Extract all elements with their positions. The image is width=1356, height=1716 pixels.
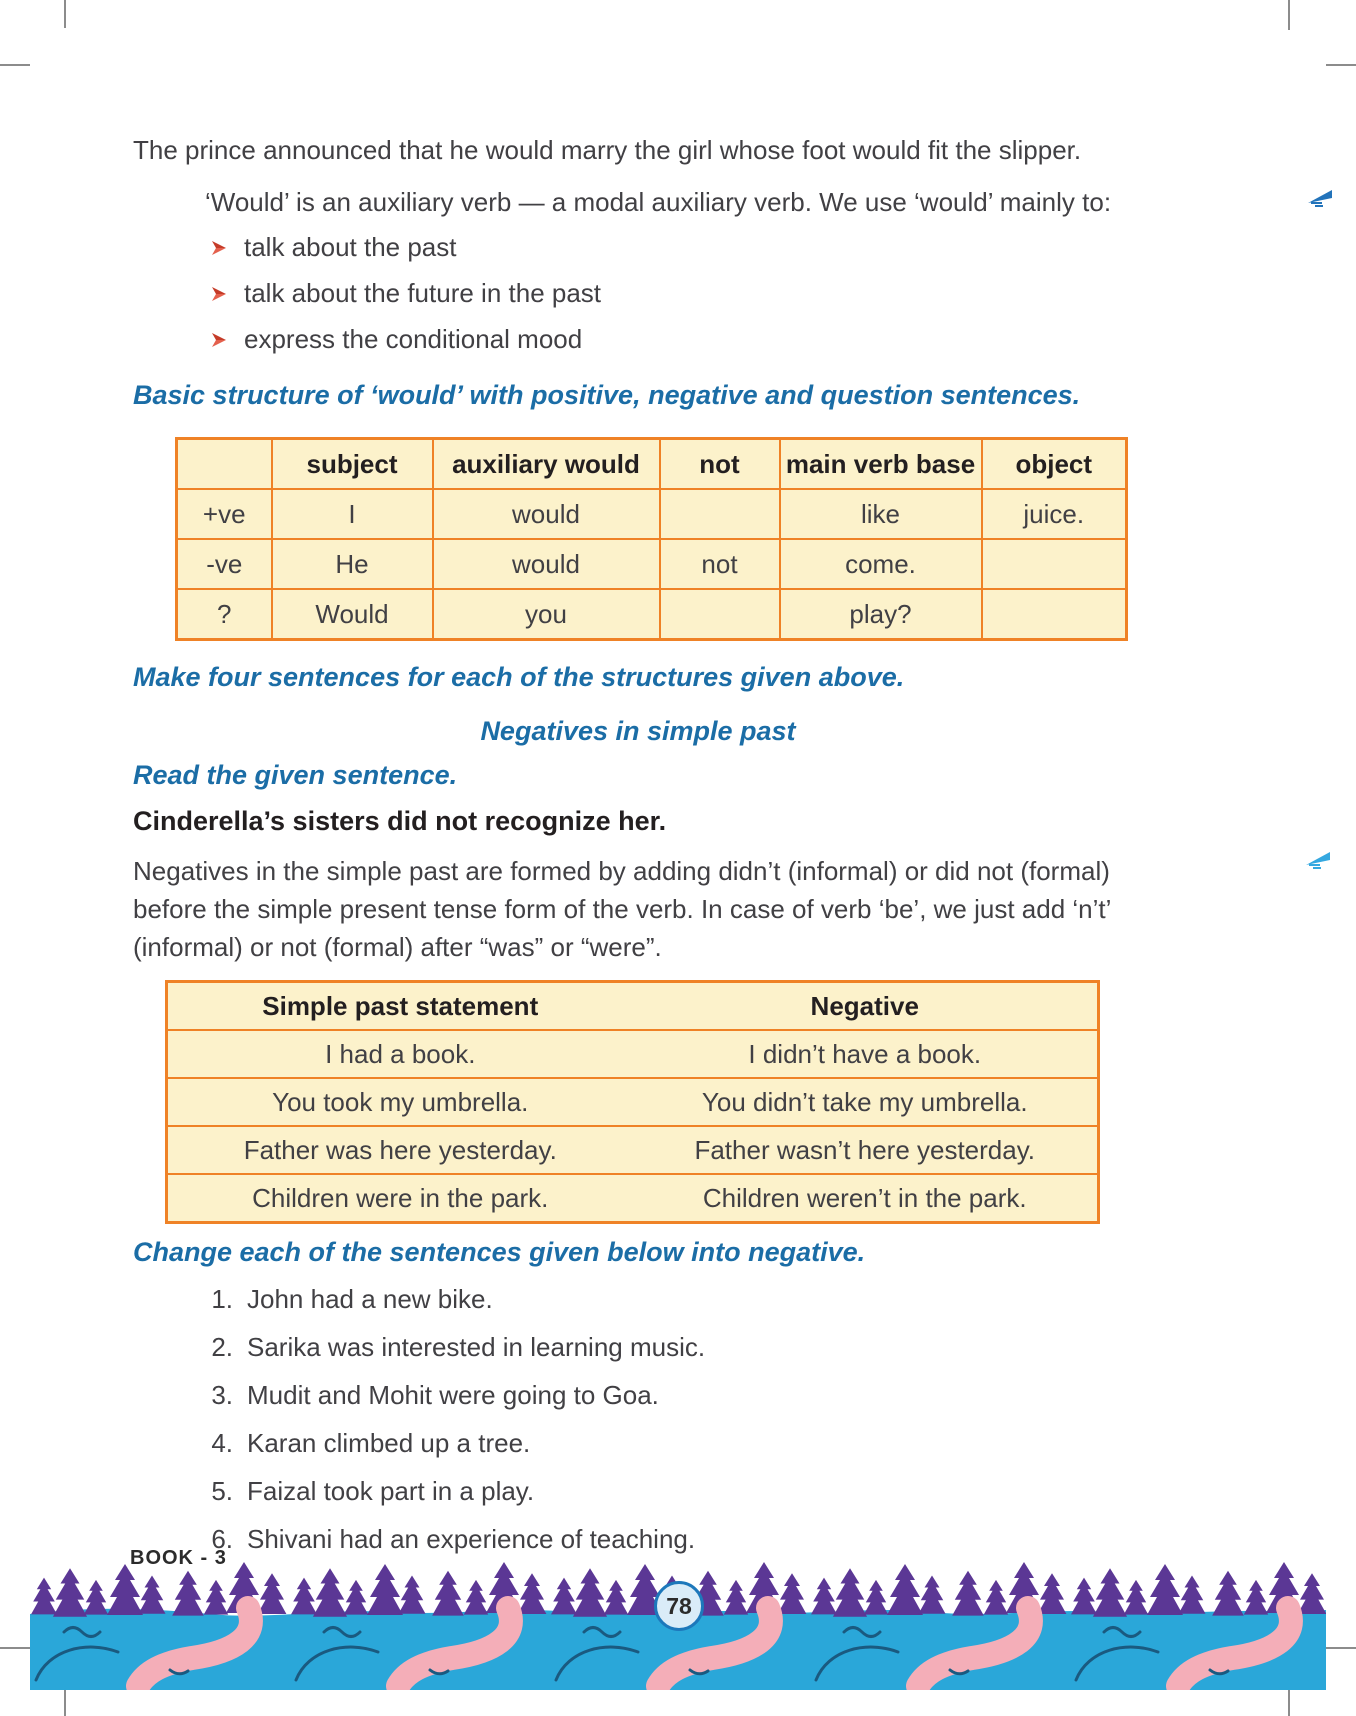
- table-header-cell: Simple past statement: [167, 982, 633, 1031]
- heading-read-sentence: Read the given sentence.: [133, 760, 458, 790]
- crop-mark: [1288, 1686, 1290, 1716]
- negatives-table: [165, 980, 1100, 1224]
- table-cell: Would: [272, 589, 433, 640]
- table-cell: You didn’t take my umbrella.: [633, 1078, 1099, 1126]
- bullet-text: express the conditional mood: [244, 324, 583, 354]
- table-header-cell: subject: [272, 439, 433, 490]
- crop-mark: [0, 64, 30, 66]
- table-row: [167, 1174, 1099, 1223]
- bullet-text: talk about the past: [244, 232, 457, 262]
- table-cell: Father was here yesterday.: [167, 1126, 633, 1174]
- list-item-number: 1.: [211, 1284, 233, 1314]
- table-cell: [660, 489, 780, 539]
- crop-mark: [1326, 1647, 1356, 1649]
- would-definition: ‘Would’ is an auxiliary verb — a modal auxiliary verb. We use ‘would’ mainly to:: [205, 187, 1112, 217]
- book-label: BOOK - 3: [130, 1547, 227, 1569]
- table-row: [167, 1126, 1099, 1174]
- crop-mark: [64, 1686, 66, 1716]
- table-cell: you: [433, 589, 660, 640]
- table-cell: I had a book.: [167, 1030, 633, 1078]
- heading-change-each: Change each of the sentences given below into negative.: [133, 1237, 866, 1267]
- list-item: [133, 1284, 493, 1315]
- table-header-cell: main verb base: [780, 439, 982, 490]
- list-item: [133, 1476, 534, 1507]
- table-cell: would: [433, 489, 660, 539]
- bullet-arrow-icon: [210, 331, 228, 349]
- table-header-cell: not: [660, 439, 780, 490]
- list-item: [133, 1380, 659, 1411]
- intro-sentence: The prince announced that he would marry the girl whose foot would fit the slipper.: [133, 135, 1082, 165]
- list-item: [133, 1332, 705, 1363]
- table-cell: He: [272, 539, 433, 589]
- list-item-text: Mudit and Mohit were going to Goa.: [247, 1380, 659, 1410]
- table-header-cell: auxiliary would: [433, 439, 660, 490]
- list-item-number: 4.: [211, 1428, 233, 1458]
- table-header-row: [177, 439, 1127, 490]
- table-cell: I: [272, 489, 433, 539]
- table-cell: not: [660, 539, 780, 589]
- table-header-cell: object: [982, 439, 1127, 490]
- table-cell: [660, 589, 780, 640]
- list-item-text: Shivani had an experience of teaching.: [247, 1524, 696, 1554]
- bullet-item: [210, 324, 582, 355]
- list-item: [133, 1428, 530, 1459]
- bullet-arrow-icon: [210, 239, 228, 257]
- list-item-text: Karan climbed up a tree.: [247, 1428, 531, 1458]
- table-cell: [982, 589, 1127, 640]
- table-cell: +ve: [177, 489, 272, 539]
- table-cell: would: [433, 539, 660, 589]
- table-cell: -ve: [177, 539, 272, 589]
- page-number-badge: [654, 1581, 704, 1631]
- table-cell: [982, 539, 1127, 589]
- table-cell: like: [780, 489, 982, 539]
- page-number: 78: [666, 1592, 692, 1619]
- table-cell: ?: [177, 589, 272, 640]
- crop-mark: [0, 1647, 30, 1649]
- bullet-text: talk about the future in the past: [244, 278, 602, 308]
- example-sentence: Cinderella’s sisters did not recognize her.: [133, 806, 667, 836]
- table-row: [177, 589, 1127, 640]
- table-row: [167, 1078, 1099, 1126]
- list-item-number: 2.: [211, 1332, 233, 1362]
- table-row: [167, 1030, 1099, 1078]
- table-cell: I didn’t have a book.: [633, 1030, 1099, 1078]
- table-cell: juice.: [982, 489, 1127, 539]
- table-row: [177, 489, 1127, 539]
- crop-mark: [1288, 0, 1290, 30]
- table-cell: Children weren’t in the park.: [702, 1182, 1027, 1213]
- table-cell: play?: [780, 589, 982, 640]
- paper-dart-icon: [1306, 190, 1332, 208]
- heading-basic-structure: Basic structure of ‘would’ with positive, negative and question sentences.: [133, 380, 1081, 410]
- explanation-paragraph: Negatives in the simple past are formed by adding didn’t (informal) or did not (formal) before the simple present tense form of the verb. In case of verb ‘be’, we just add ‘n’t’ (informal) or not (formal) after “was” or “were”.: [133, 856, 1111, 962]
- crop-mark: [64, 0, 66, 28]
- list-item-text: Faizal took part in a play.: [247, 1476, 535, 1506]
- table-cell: come.: [780, 539, 982, 589]
- would-structure-table: [175, 437, 1128, 641]
- table-header-row: [167, 982, 1099, 1031]
- heading-negatives-title: Negatives in simple past: [480, 716, 796, 746]
- crop-mark: [1326, 64, 1356, 66]
- bullet-item: [210, 278, 601, 309]
- bullet-item: [210, 232, 456, 263]
- table-row: [177, 539, 1127, 589]
- list-item-number: 5.: [211, 1476, 233, 1506]
- table-cell: You took my umbrella.: [167, 1078, 633, 1126]
- table-cell: Father wasn’t here yesterday.: [633, 1126, 1099, 1174]
- paper-dart-icon: [1304, 852, 1330, 870]
- list-item-number: 3.: [211, 1380, 233, 1410]
- table-header-cell: Negative: [633, 982, 1099, 1031]
- bullet-arrow-icon: [210, 285, 228, 303]
- table-cell: Children were in the park.: [252, 1182, 549, 1213]
- heading-make-four: Make four sentences for each of the structures given above.: [133, 662, 905, 692]
- list-item-text: Sarika was interested in learning music.: [247, 1332, 706, 1362]
- table-header-cell: [177, 439, 272, 490]
- list-item-number: 6.: [211, 1524, 233, 1554]
- list-item-text: John had a new bike.: [247, 1284, 493, 1314]
